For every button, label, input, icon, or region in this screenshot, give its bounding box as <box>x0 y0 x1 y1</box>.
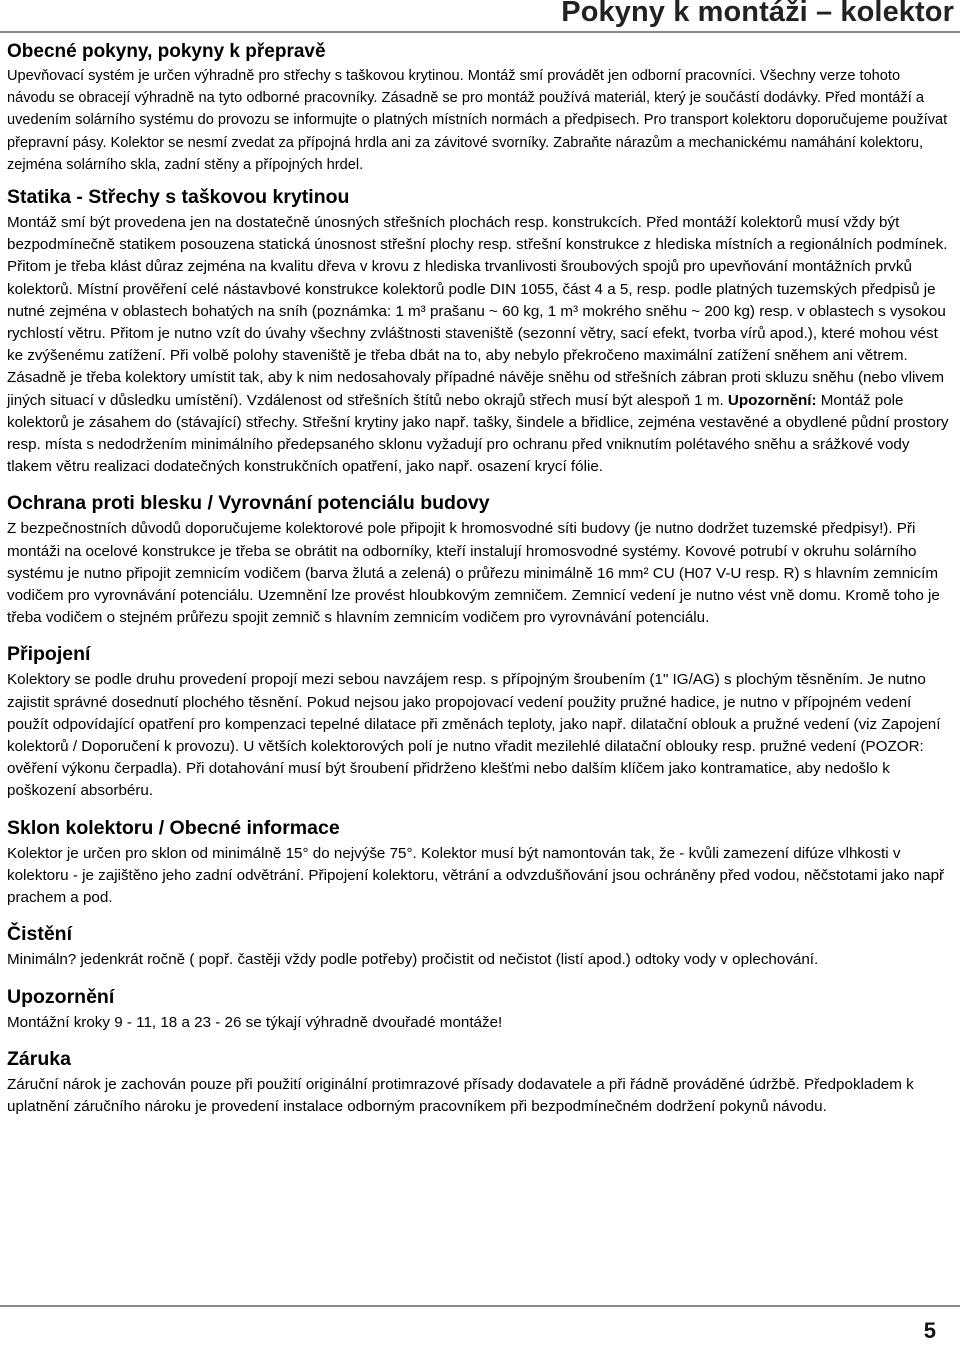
paragraph-lightning-protection: Z bezpečnostních důvodů doporučujeme kolektorové pole připojit k hromosvodné síti budovy (je nutno dodržet tuzemské předpisy!). Při montáži na ocelové konstrukce je třeba se obrátit na odborníky, kteří instalují hromosvodné systémy. Kovové potrubí v okruhu solárního systému je nutno připojit zemnicím vodičem (barva žlutá a zelená) o průřezu minimálně 16 mm² CU (H07 V-U resp. R) s hlavním zemnicím vodičem pro vyrovnávání potenciálu. Uzemnění lze provést hloubkovým zemničem. Zemnicí vedení je nutno vést vně domu. Kromě toho je třeba vodičem o stejném průřezu spojit zemnič s hlavním zemnicím vodičem pro vyrovnávání potenciálu. <box>7 520 940 627</box>
section-warranty <box>7 1046 951 1118</box>
heading-general-instructions: Obecné pokyny, pokyny k přepravě <box>7 41 326 62</box>
warning-label: Upozornění: <box>727 391 817 409</box>
paragraph-statics <box>7 212 951 478</box>
section-lightning <box>7 490 951 629</box>
heading-cleaning: Čistění <box>7 923 73 946</box>
paragraph-collector-tilt: Kolektor je určen pro sklon od minimálně 15° do nejvýše 75°. Kolektor musí být namontován tak, že - kvůli zamezení difúze vlhkosti v kolektoru - je zajištěno jeho zadní odvětrání. Připojení kolektoru, větrání a odvzdušňování jsou ochráněny před vodou, něčstotami jako např prachem a pod. <box>7 844 945 907</box>
section-general <box>7 40 951 176</box>
footer-divider <box>0 1305 960 1307</box>
section-connection <box>7 641 951 802</box>
statics-text-after: Montáž pole kolektorů je zásahem do (stávající) střechy. Střešní krytiny jako např. tašky, šindele a břidlice, zejména vestavěné a obydlené půdní prostory resp. místa s nedodržením minimálního předepsaného sklonu vyžadují pro ochranu před vniknutím polétavého sněhu a srážkové vody tlakem větru realizaci dodatečných konstrukčních opatření, jako např. osazení krycí fólie. <box>7 391 949 476</box>
heading-lightning-protection: Ochrana proti blesku / Vyrovnání potenciálu budovy <box>7 492 490 515</box>
paragraph-notice: Montážní kroky 9 - 11, 18 a 23 - 26 se týkají výhradně dvouřadé montáže! <box>7 1013 503 1031</box>
section-cleaning <box>7 921 951 971</box>
section-notice <box>7 984 951 1034</box>
paragraph-general-instructions: Upevňovací systém je určen výhradně pro střechy s taškovou krytinou. Montáž smí provádět jen odborní pracovníci. Všechny verze tohoto návodu se obracejí výhradně na tyto odborné pracovníky. Zásadně se pro montáž používá materiál, který je součástí dodávky. Před montáží a uvedením solárního systému do provozu se informujte o platných místních normách a předpisech. Pro transport kolektoru doporučujeme používat přepravní pásy. Kolektor se nesmí zvedat za přípojná hrdla ani za závitové svorníky. Zabraňte nárazům a mechanickému namáhání kolektoru, zejména solárního skla, zadní stěny a přípojných hrdel. <box>7 68 948 173</box>
page-header-title: Pokyny k montáži – kolektor <box>561 0 954 28</box>
heading-statics: Statika - Střechy s taškovou krytinou <box>7 186 350 209</box>
paragraph-warranty: Záruční nárok je zachován pouze při použití originální protimrazové přísady dodavatele a při řádně prováděné údržbě. Předpokladem k uplatnění záručního nároku je provedení instalace odborným pracovníkem při bezpodmínečném dodržení pokynů návodu. <box>7 1075 914 1115</box>
section-tilt <box>7 815 951 910</box>
heading-connection: Připojení <box>7 643 91 666</box>
statics-text-before: Montáž smí být provedena jen na dostatečně únosných střešních plochách resp. konstrukcích. Před montáží kolektorů musí vždy být bezpodmínečně statikem posouzena statická únosnost střešní plochy resp. střešní konstrukce z hlediska místních a regionálních podmínek. Přitom je třeba klást důraz zejména na kvalitu dřeva v krovu z hlediska trvanlivosti šroubových spojů pro upevňování montážních prvků kolektorů. Místní prověření celé nástavbové konstrukce kolektorů podle DIN 1055, část 4 a 5, resp. podle platných tuzemských předpisů je nutné zejména v oblastech bohatých na sníh (poznámka: 1 m³ prašanu ~ 60 kg, 1 m³ mokrého sněhu ~ 200 kg) resp. v oblastech s vysokou rychlostí větru. Přitom je nutno vzít do úvahy všechny zvláštnosti staveniště (sezonní větry, sací efekt, tvorba vírů apod.), které mohou vést ke zvýšenému zatížení. Při volbě polohy staveniště je třeba dbát na to, aby nebylo překročeno maximální zatížení sněhem ani větrem. Zásadně je třeba kolektory umístit tak, aby k nim nedosahovaly případné návěje sněhu od střešních zábran proti skluzu sněhu (nebo vlivem jiných situací v důsledku umístění). Vzdálenost od střešních štítů nebo okrajů střech musí být alespoň 1 m. <box>7 214 948 409</box>
section-statics <box>7 184 951 478</box>
paragraph-cleaning: Minimáln? jedenkrát ročně ( popř. častěji vždy podle potřeby) pročistit od nečistot (listí apod.) odtoky vody v oplechování. <box>7 951 819 969</box>
document-body <box>7 40 951 1118</box>
heading-collector-tilt: Sklon kolektoru / Obecné informace <box>7 816 340 839</box>
page-number: 5 <box>923 1318 936 1343</box>
heading-warranty: Záruka <box>7 1047 71 1070</box>
heading-notice: Upozornění <box>7 985 115 1008</box>
header-divider <box>0 31 960 33</box>
paragraph-connection: Kolektory se podle druhu provedení propojí mezi sebou navzájem resp. s přípojným šroubením (1" IG/AG) s plochým těsněním. Je nutno zajistit správné dosednutí plochého těsnění. Pokud nejsou jako propojovací vedení použity pružné hadice, je nutno v přípojném vedení použít odpovídající opatření pro kompenzaci tepelné dilatace při změnách teploty, jako např. dilatační oblouk a pružné vedení (viz Zapojení kolektorů / Doporučení k provozu). U větších kolektorových polí je nutno vřadit mezilehlé dilatační oblouky resp. pružné vedení (POZOR: ověření výkonu čerpadla). Při dotahování musí být šroubení přidrženo klešťmi nebo dalším klíčem jako kontramatice, aby nedošlo k poškození absorbéru. <box>7 671 941 800</box>
